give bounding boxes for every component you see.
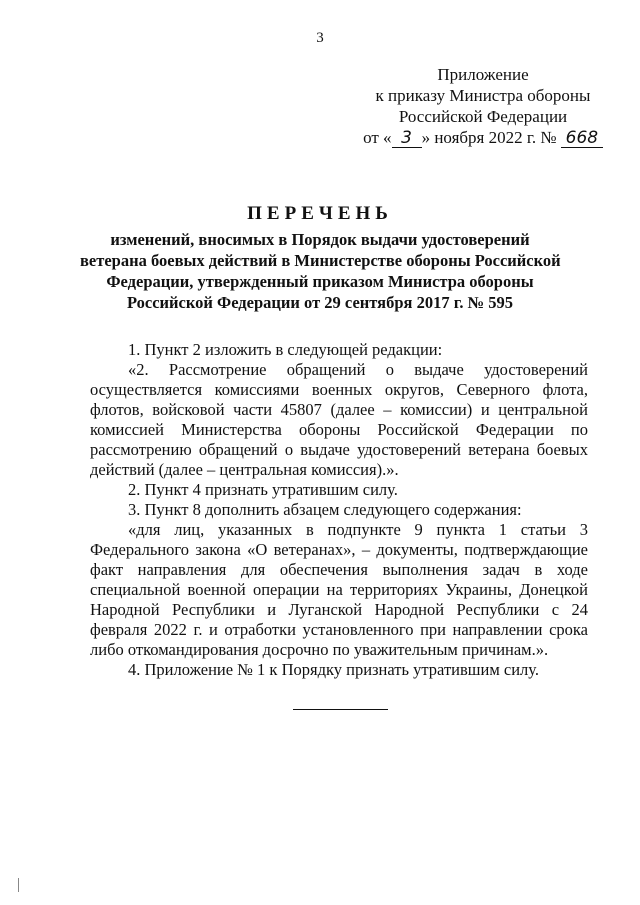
paragraph-quote-item-8: «для лиц, указанных в подпункте 9 пункта 1 статьи 3 Федерального закона «О ветеранах», – документы, подтверждающие факт направления для обеспечения выполнения задач в ходе специальной военной операции на территориях Украины, Донецкой Народной Республики и Луганской Народной Республики с 24 февраля 2022 г. и отработки установленного при направлении срока либо откомандирования досрочно по уважительным причинам.». (90, 520, 588, 659)
paragraph-item-3: 3. Пункт 8 дополнить абзацем следующего содержания: (128, 500, 522, 519)
scan-margin-mark (18, 878, 22, 892)
page-number: 3 (316, 30, 324, 46)
date-prefix: от « (363, 128, 392, 147)
handwritten-day: 3 (392, 130, 422, 148)
paragraph-item-4: 4. Приложение № 1 к Порядку признать утратившим силу. (128, 660, 539, 679)
subtitle-line: ветерана боевых действий в Министерстве обороны Российской (80, 251, 561, 270)
paragraph-quote-item-2: «2. Рассмотрение обращений о выдаче удостоверений осуществляется комиссиями военных округов, Северного флота, флотов, войсковой части 45807 (далее – комиссии) и центральной комиссией Министерства обороны Российской Федерации по рассмотрению обращений о выдаче удостоверений ветерана боевых действий (далее – центральная комиссия).». (90, 360, 588, 479)
subtitle-line: Федерации, утвержденный приказом Министра обороны (106, 272, 534, 291)
appendix-date-line (358, 127, 608, 148)
document-body (90, 340, 588, 680)
title-block (80, 203, 560, 313)
end-separator-line (293, 709, 388, 710)
paragraph-item-2: 2. Пункт 4 признать утратившим силу. (128, 480, 398, 499)
date-middle: » ноября 2022 г. № (421, 128, 557, 147)
handwritten-order-number: 668 (561, 130, 603, 148)
subtitle-line: Российской Федерации от 29 сентября 2017 г. № 595 (126, 293, 514, 312)
appendix-label: Приложение (437, 65, 529, 84)
subtitle-line: изменений, вносимых в Порядок выдачи удостоверений (110, 230, 530, 249)
paragraph-item-1: 1. Пункт 2 изложить в следующей редакции: (128, 340, 443, 359)
appendix-order-ref: к приказу Министра обороны (375, 86, 591, 105)
document-title: ПЕРЕЧЕНЬ (247, 203, 393, 224)
document-subtitle (80, 229, 560, 313)
appendix-header (358, 64, 608, 148)
appendix-country: Российской Федерации (398, 107, 568, 126)
